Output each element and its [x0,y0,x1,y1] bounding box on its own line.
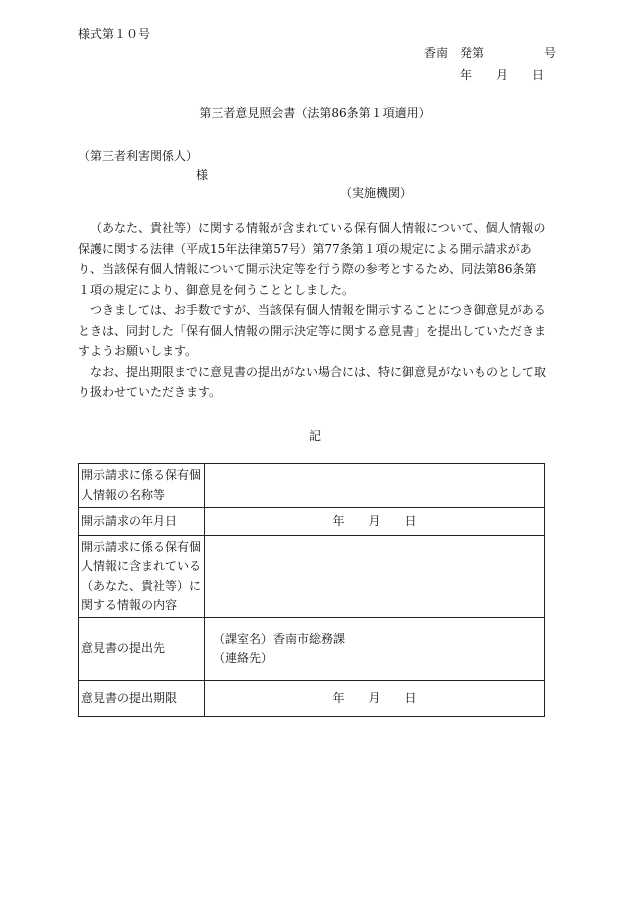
body-text [78,218,546,403]
date-line: 年 月 日 [460,68,545,82]
row-value-info-content [205,536,545,618]
row-value-submission-destination [205,618,545,681]
table-row [79,464,545,508]
row-label-request-date: 開示請求の年月日 [79,508,205,536]
recipient-honorific: 様 [196,168,209,182]
destination-contact: （連絡先） [213,651,274,665]
implementing-agency: （実施機関） [340,186,413,200]
recipient-label: （第三者利害関係人） [78,149,199,163]
table-row [79,618,545,681]
row-value-document-name [205,464,545,508]
row-value-submission-deadline: 年 月 日 [205,681,545,717]
ki-heading: 記 [308,429,321,443]
destination-department: （課室名）香南市総務課 [213,631,346,646]
row-label-document-name: 開示請求に係る保有個人情報の名称等 [79,464,205,508]
row-value-request-date: 年 月 日 [205,508,545,536]
table-row [79,536,545,618]
table-row [79,508,545,536]
form-number: 様式第１０号 [78,27,151,41]
table-row [79,681,545,717]
body-paragraph-1: （あなた、貴社等）に関する情報が含まれている保有個人情報について、個人情報の保護に関する法律（平成15年法律第57号）第77条第１項の規定による開示請求があり、当該保有個人情報について開示決定等を行う際の参考とするため、同法第86条第１項の規定により、御意見を伺うこととしました。 [78,221,546,297]
issuer-line: 香南 発第 号 [424,46,557,60]
row-label-submission-deadline: 意見書の提出期限 [79,681,205,717]
row-label-submission-destination: 意見書の提出先 [79,618,205,681]
info-table [78,463,545,717]
body-paragraph-2: つきましては、お手数ですが、当該保有個人情報を開示することにつき御意見があるときは、同封した「保有個人情報の開示決定等に関する意見書」を提出していただきますようお願いします。 [78,303,547,358]
body-paragraph-3: なお、提出期限までに意見書の提出がない場合には、特に御意見がないものとして取り扱わせていただきます。 [78,364,547,399]
row-label-info-content: 開示請求に係る保有個人情報に含まれている（あなた、貴社等）に関する情報の内容 [79,536,205,618]
document-title: 第三者意見照会書（法第86条第１項適用） [199,106,431,120]
